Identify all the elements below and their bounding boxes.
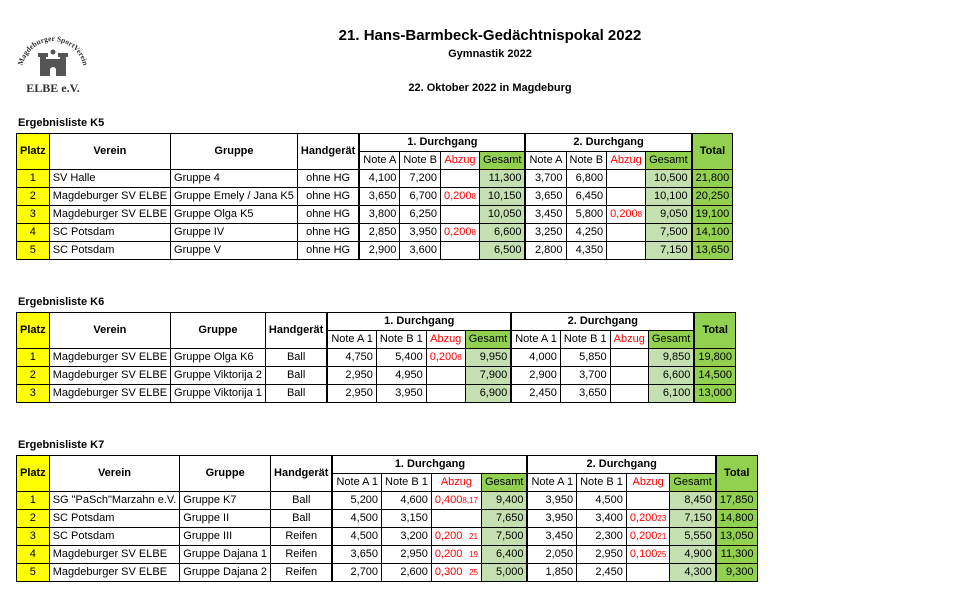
abzug-1-cell bbox=[431, 546, 481, 564]
verein-cell: SC Potsdam bbox=[49, 528, 180, 546]
abzug-1-cell bbox=[440, 242, 479, 260]
abzug-1-ref: 19 bbox=[469, 550, 478, 559]
col-durchgang-1: 1. Durchgang bbox=[359, 134, 525, 152]
col-note-a-2: Note A 1 bbox=[511, 331, 560, 349]
gesamt-1-cell: 6,400 bbox=[481, 546, 527, 564]
gesamt-2-cell: 4,900 bbox=[670, 546, 716, 564]
note-a-2-cell: 3,450 bbox=[527, 528, 576, 546]
note-a-1-cell: 4,100 bbox=[359, 170, 400, 188]
col-abzug-2: Abzug bbox=[610, 331, 648, 349]
gesamt-2-cell: 4,300 bbox=[670, 564, 716, 582]
note-a-2-cell: 3,700 bbox=[525, 170, 566, 188]
results-table bbox=[16, 455, 758, 582]
abzug-2-cell bbox=[607, 224, 646, 242]
note-b-1-cell: 2,950 bbox=[382, 546, 432, 564]
gesamt-1-cell: 6,600 bbox=[479, 224, 525, 242]
gesamt-2-cell: 7,150 bbox=[646, 242, 692, 260]
col-abzug-2: Abzug bbox=[626, 474, 669, 492]
col-platz: Platz bbox=[17, 134, 50, 170]
gesamt-2-cell: 6,600 bbox=[648, 367, 694, 385]
abzug-2-value: 0,200 bbox=[610, 208, 638, 220]
col-gesamt-2: Gesamt bbox=[646, 152, 692, 170]
abzug-2-cell bbox=[626, 510, 669, 528]
gesamt-1-cell: 10,150 bbox=[479, 188, 525, 206]
col-abzug-2: Abzug bbox=[607, 152, 646, 170]
gruppe-cell: Gruppe K7 bbox=[180, 492, 271, 510]
gesamt-1-cell: 10,050 bbox=[479, 206, 525, 224]
event-date: 22. Oktober 2022 in Magdeburg bbox=[408, 82, 572, 94]
total-cell: 14,100 bbox=[692, 224, 733, 242]
gruppe-cell: Gruppe Olga K5 bbox=[171, 206, 298, 224]
section-title-k7: Ergebnisliste K7 bbox=[18, 439, 105, 451]
handgeraet-cell: Ball bbox=[265, 349, 327, 367]
note-b-1-cell: 3,950 bbox=[400, 224, 441, 242]
note-b-2-cell: 3,700 bbox=[560, 367, 610, 385]
handgeraet-cell: Ball bbox=[265, 385, 327, 403]
note-b-2-cell: 5,850 bbox=[560, 349, 610, 367]
note-b-2-cell: 2,450 bbox=[577, 564, 627, 582]
note-b-2-cell: 6,450 bbox=[566, 188, 607, 206]
note-b-1-cell: 3,950 bbox=[376, 385, 426, 403]
verein-cell: Magdeburger SV ELBE bbox=[49, 367, 170, 385]
total-cell: 13,000 bbox=[694, 385, 735, 403]
table-row bbox=[17, 510, 758, 528]
abzug-1-cell bbox=[431, 528, 481, 546]
note-b-1-cell: 6,700 bbox=[400, 188, 441, 206]
abzug-2-cell bbox=[626, 528, 669, 546]
table-row bbox=[17, 242, 733, 260]
abzug-1-ref: 8 bbox=[471, 228, 476, 237]
note-a-1-cell: 3,650 bbox=[332, 546, 381, 564]
total-cell: 21,800 bbox=[692, 170, 733, 188]
abzug-1-cell bbox=[431, 564, 481, 582]
abzug-1-value: 0,200 bbox=[434, 548, 463, 560]
col-abzug-1: Abzug bbox=[440, 152, 479, 170]
abzug-1-cell bbox=[426, 367, 465, 385]
gesamt-1-cell: 9,950 bbox=[465, 349, 511, 367]
table-row bbox=[17, 224, 733, 242]
table-row bbox=[17, 492, 758, 510]
col-platz: Platz bbox=[17, 456, 50, 492]
note-a-1-cell: 2,900 bbox=[359, 242, 400, 260]
col-note-b-1: Note B 1 bbox=[376, 331, 426, 349]
abzug-2-cell bbox=[610, 349, 648, 367]
abzug-2-ref: 25 bbox=[657, 550, 667, 559]
note-a-2-cell: 3,650 bbox=[525, 188, 566, 206]
note-a-1-cell: 5,200 bbox=[332, 492, 381, 510]
note-b-2-cell: 2,950 bbox=[577, 546, 627, 564]
col-durchgang-2: 2. Durchgang bbox=[527, 456, 715, 474]
note-a-1-cell: 2,950 bbox=[327, 367, 376, 385]
note-a-1-cell: 3,650 bbox=[359, 188, 400, 206]
col-durchgang-1: 1. Durchgang bbox=[332, 456, 527, 474]
gesamt-2-cell: 9,050 bbox=[646, 206, 692, 224]
gruppe-cell: Gruppe 4 bbox=[171, 170, 298, 188]
page-title: 21. Hans-Barmbeck-Gedächtnispokal 2022 bbox=[338, 27, 642, 44]
handgeraet-cell: Ball bbox=[265, 367, 327, 385]
col-platz: Platz bbox=[17, 313, 50, 349]
verein-cell: Magdeburger SV ELBE bbox=[49, 546, 180, 564]
abzug-1-value: 0,400 bbox=[434, 494, 463, 506]
section-title-k5: Ergebnisliste K5 bbox=[18, 117, 105, 129]
table-row bbox=[17, 188, 733, 206]
abzug-1-ref: 25 bbox=[469, 568, 478, 577]
col-verein: Verein bbox=[49, 456, 180, 492]
results-table bbox=[16, 312, 736, 403]
verein-cell: SV Halle bbox=[49, 170, 170, 188]
gesamt-2-cell: 7,150 bbox=[670, 510, 716, 528]
platz-cell: 3 bbox=[17, 528, 50, 546]
note-b-2-cell: 4,250 bbox=[566, 224, 607, 242]
platz-cell: 1 bbox=[17, 349, 50, 367]
col-durchgang-2: 2. Durchgang bbox=[525, 134, 691, 152]
verein-cell: Magdeburger SV ELBE bbox=[49, 385, 170, 403]
col-note-b-2: Note B 1 bbox=[560, 331, 610, 349]
total-cell: 14,500 bbox=[694, 367, 735, 385]
gesamt-2-cell: 10,100 bbox=[646, 188, 692, 206]
note-a-1-cell: 3,800 bbox=[359, 206, 400, 224]
verein-cell: Magdeburger SV ELBE bbox=[49, 206, 170, 224]
col-total: Total bbox=[716, 456, 757, 492]
abzug-1-cell bbox=[440, 206, 479, 224]
col-handgeraet: Handgerät bbox=[297, 134, 359, 170]
abzug-2-cell bbox=[610, 367, 648, 385]
verein-cell: SC Potsdam bbox=[49, 224, 170, 242]
col-durchgang-2: 2. Durchgang bbox=[511, 313, 694, 331]
gruppe-cell: Gruppe II bbox=[180, 510, 271, 528]
note-b-1-cell: 7,200 bbox=[400, 170, 441, 188]
gesamt-2-cell: 8,450 bbox=[670, 492, 716, 510]
table-row bbox=[17, 528, 758, 546]
col-verein: Verein bbox=[49, 134, 170, 170]
note-a-1-cell: 2,950 bbox=[327, 385, 376, 403]
note-b-2-cell: 3,400 bbox=[577, 510, 627, 528]
abzug-1-cell bbox=[440, 170, 479, 188]
handgeraet-cell: ohne HG bbox=[297, 224, 359, 242]
gesamt-1-cell: 6,900 bbox=[465, 385, 511, 403]
total-cell: 19,100 bbox=[692, 206, 733, 224]
note-a-2-cell: 1,850 bbox=[527, 564, 576, 582]
col-gruppe: Gruppe bbox=[180, 456, 271, 492]
abzug-2-ref: 21 bbox=[657, 532, 667, 541]
note-a-2-cell: 3,450 bbox=[525, 206, 566, 224]
platz-cell: 2 bbox=[17, 510, 50, 528]
abzug-1-cell bbox=[431, 510, 481, 528]
note-a-1-cell: 4,500 bbox=[332, 528, 381, 546]
handgeraet-cell: ohne HG bbox=[297, 188, 359, 206]
gesamt-2-cell: 7,500 bbox=[646, 224, 692, 242]
total-cell: 13,650 bbox=[692, 242, 733, 260]
gruppe-cell: Gruppe V bbox=[171, 242, 298, 260]
verein-cell: Magdeburger SV ELBE bbox=[49, 564, 180, 582]
col-verein: Verein bbox=[49, 313, 170, 349]
note-a-1-cell: 4,750 bbox=[327, 349, 376, 367]
section-title-k6: Ergebnisliste K6 bbox=[18, 296, 105, 308]
gruppe-cell: Gruppe Dajana 2 bbox=[180, 564, 271, 582]
col-gesamt-1: Gesamt bbox=[479, 152, 525, 170]
gruppe-cell: Gruppe Viktorija 1 bbox=[171, 385, 266, 403]
handgeraet-cell: ohne HG bbox=[297, 242, 359, 260]
handgeraet-cell: Ball bbox=[271, 510, 333, 528]
note-a-2-cell: 2,900 bbox=[511, 367, 560, 385]
total-cell: 20,250 bbox=[692, 188, 733, 206]
note-b-1-cell: 2,600 bbox=[382, 564, 432, 582]
results-table bbox=[16, 133, 733, 260]
gesamt-1-cell: 7,900 bbox=[465, 367, 511, 385]
col-total: Total bbox=[692, 134, 733, 170]
note-b-2-cell: 4,350 bbox=[566, 242, 607, 260]
table-row bbox=[17, 385, 736, 403]
logo-arc-text: Magdeburger SportVerein bbox=[15, 33, 91, 67]
table-row bbox=[17, 206, 733, 224]
note-a-1-cell: 2,850 bbox=[359, 224, 400, 242]
handgeraet-cell: Reifen bbox=[271, 546, 333, 564]
col-note-a-1: Note A bbox=[359, 152, 400, 170]
abzug-2-cell bbox=[607, 206, 646, 224]
abzug-1-ref: 8 bbox=[457, 353, 462, 362]
verein-cell: Magdeburger SV ELBE bbox=[49, 349, 170, 367]
verein-cell: SG "PaSch"Marzahn e.V. bbox=[49, 492, 180, 510]
gesamt-1-cell: 11,300 bbox=[479, 170, 525, 188]
gruppe-cell: Gruppe Olga K6 bbox=[171, 349, 266, 367]
note-a-2-cell: 3,950 bbox=[527, 510, 576, 528]
col-gruppe: Gruppe bbox=[171, 313, 266, 349]
abzug-1-value: 0,200 bbox=[429, 351, 458, 363]
abzug-2-value: 0,200 bbox=[629, 530, 658, 542]
platz-cell: 1 bbox=[17, 170, 50, 188]
table-row bbox=[17, 564, 758, 582]
note-b-1-cell: 5,400 bbox=[376, 349, 426, 367]
logo-bottom-text: ELBE e.V. bbox=[26, 81, 80, 95]
abzug-1-value: 0,300 bbox=[434, 566, 463, 578]
platz-cell: 2 bbox=[17, 188, 50, 206]
gesamt-1-cell: 7,650 bbox=[481, 510, 527, 528]
platz-cell: 5 bbox=[17, 242, 50, 260]
abzug-2-cell bbox=[607, 170, 646, 188]
total-cell: 11,300 bbox=[716, 546, 757, 564]
col-durchgang-1: 1. Durchgang bbox=[327, 313, 511, 331]
col-gruppe: Gruppe bbox=[171, 134, 298, 170]
handgeraet-cell: ohne HG bbox=[297, 206, 359, 224]
note-b-2-cell: 6,800 bbox=[566, 170, 607, 188]
col-note-a-2: Note A 1 bbox=[527, 474, 576, 492]
note-b-2-cell: 5,800 bbox=[566, 206, 607, 224]
total-cell: 9,300 bbox=[716, 564, 757, 582]
note-b-1-cell: 3,150 bbox=[382, 510, 432, 528]
handgeraet-cell: ohne HG bbox=[297, 170, 359, 188]
platz-cell: 4 bbox=[17, 224, 50, 242]
gruppe-cell: Gruppe IV bbox=[171, 224, 298, 242]
note-b-1-cell: 4,600 bbox=[382, 492, 432, 510]
col-note-b-1: Note B 1 bbox=[382, 474, 432, 492]
col-note-a-1: Note A 1 bbox=[327, 331, 376, 349]
abzug-1-cell bbox=[440, 224, 479, 242]
col-gesamt-1: Gesamt bbox=[465, 331, 511, 349]
abzug-2-cell bbox=[626, 492, 669, 510]
abzug-2-ref: 23 bbox=[657, 514, 667, 523]
col-note-b-2: Note B bbox=[566, 152, 607, 170]
abzug-1-value: 0,200 bbox=[443, 190, 472, 202]
verein-cell: SC Potsdam bbox=[49, 242, 170, 260]
verein-cell: SC Potsdam bbox=[49, 510, 180, 528]
col-note-b-1: Note B bbox=[400, 152, 441, 170]
abzug-2-cell bbox=[607, 188, 646, 206]
note-b-1-cell: 3,600 bbox=[400, 242, 441, 260]
abzug-2-value: 0,100 bbox=[629, 548, 658, 560]
abzug-2-cell bbox=[626, 564, 669, 582]
abzug-2-value: 0,200 bbox=[629, 512, 658, 524]
gesamt-1-cell: 6,500 bbox=[479, 242, 525, 260]
abzug-1-cell bbox=[440, 188, 479, 206]
abzug-1-cell bbox=[431, 492, 481, 510]
abzug-1-cell bbox=[426, 349, 465, 367]
verein-cell: Magdeburger SV ELBE bbox=[49, 188, 170, 206]
total-cell: 13,050 bbox=[716, 528, 757, 546]
col-total: Total bbox=[694, 313, 735, 349]
gesamt-2-cell: 5,550 bbox=[670, 528, 716, 546]
platz-cell: 3 bbox=[17, 385, 50, 403]
handgeraet-cell: Ball bbox=[271, 492, 333, 510]
col-handgeraet: Handgerät bbox=[265, 313, 327, 349]
abzug-1-cell bbox=[426, 385, 465, 403]
note-b-2-cell: 3,650 bbox=[560, 385, 610, 403]
col-note-a-1: Note A 1 bbox=[332, 474, 381, 492]
table-row bbox=[17, 349, 736, 367]
col-gesamt-2: Gesamt bbox=[670, 474, 716, 492]
note-a-2-cell: 3,950 bbox=[527, 492, 576, 510]
col-gesamt-1: Gesamt bbox=[481, 474, 527, 492]
gruppe-cell: Gruppe Viktorija 2 bbox=[171, 367, 266, 385]
gruppe-cell: Gruppe Dajana 1 bbox=[180, 546, 271, 564]
col-note-a-2: Note A bbox=[525, 152, 566, 170]
platz-cell: 1 bbox=[17, 492, 50, 510]
note-b-1-cell: 3,200 bbox=[382, 528, 432, 546]
total-cell: 17,850 bbox=[716, 492, 757, 510]
abzug-2-cell bbox=[607, 242, 646, 260]
handgeraet-cell: Reifen bbox=[271, 564, 333, 582]
note-a-2-cell: 2,050 bbox=[527, 546, 576, 564]
col-note-b-2: Note B 1 bbox=[577, 474, 627, 492]
total-cell: 19,800 bbox=[694, 349, 735, 367]
abzug-2-cell bbox=[610, 385, 648, 403]
gesamt-2-cell: 10,500 bbox=[646, 170, 692, 188]
col-abzug-1: Abzug bbox=[426, 331, 465, 349]
gesamt-1-cell: 5,000 bbox=[481, 564, 527, 582]
total-cell: 14,800 bbox=[716, 510, 757, 528]
col-gesamt-2: Gesamt bbox=[648, 331, 694, 349]
gesamt-1-cell: 7,500 bbox=[481, 528, 527, 546]
platz-cell: 3 bbox=[17, 206, 50, 224]
note-a-2-cell: 3,250 bbox=[525, 224, 566, 242]
col-abzug-1: Abzug bbox=[431, 474, 481, 492]
platz-cell: 5 bbox=[17, 564, 50, 582]
abzug-1-value: 0,200 bbox=[443, 226, 472, 238]
note-b-1-cell: 6,250 bbox=[400, 206, 441, 224]
gesamt-1-cell: 9,400 bbox=[481, 492, 527, 510]
table-row bbox=[17, 546, 758, 564]
page-subtitle: Gymnastik 2022 bbox=[448, 48, 532, 60]
gesamt-2-cell: 6,100 bbox=[648, 385, 694, 403]
table-row bbox=[17, 170, 733, 188]
note-a-2-cell: 2,450 bbox=[511, 385, 560, 403]
abzug-1-ref: 21 bbox=[469, 532, 478, 541]
table-row bbox=[17, 367, 736, 385]
abzug-1-ref: 8 bbox=[471, 192, 476, 201]
gruppe-cell: Gruppe Emely / Jana K5 bbox=[171, 188, 298, 206]
note-a-1-cell: 2,700 bbox=[332, 564, 381, 582]
gesamt-2-cell: 9,850 bbox=[648, 349, 694, 367]
note-b-1-cell: 4,950 bbox=[376, 367, 426, 385]
abzug-2-ref: 8 bbox=[637, 210, 643, 219]
note-a-2-cell: 2,800 bbox=[525, 242, 566, 260]
platz-cell: 4 bbox=[17, 546, 50, 564]
gruppe-cell: Gruppe III bbox=[180, 528, 271, 546]
abzug-1-value: 0,200 bbox=[434, 530, 463, 542]
platz-cell: 2 bbox=[17, 367, 50, 385]
note-a-2-cell: 4,000 bbox=[511, 349, 560, 367]
note-b-2-cell: 2,300 bbox=[577, 528, 627, 546]
abzug-1-ref: 8,17 bbox=[462, 496, 478, 505]
col-handgeraet: Handgerät bbox=[271, 456, 333, 492]
abzug-2-cell bbox=[626, 546, 669, 564]
handgeraet-cell: Reifen bbox=[271, 528, 333, 546]
note-b-2-cell: 4,500 bbox=[577, 492, 627, 510]
note-a-1-cell: 4,500 bbox=[332, 510, 381, 528]
